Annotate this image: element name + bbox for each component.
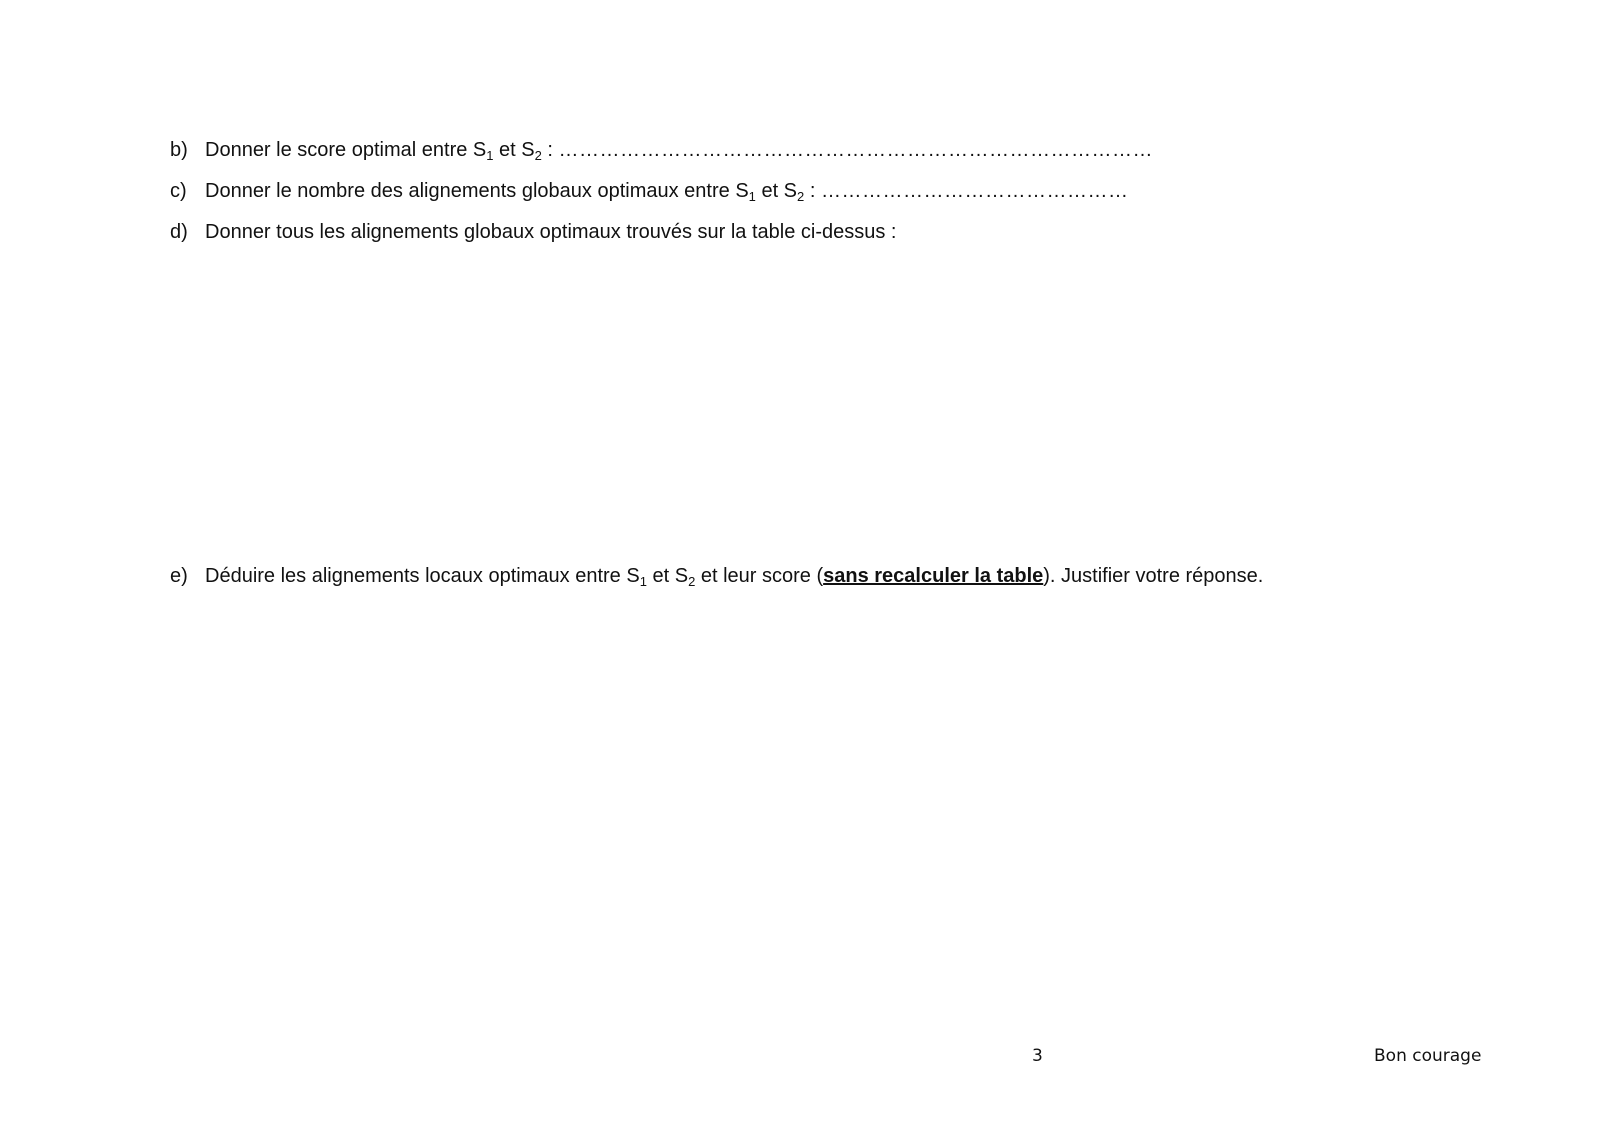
- question-text: :: [541, 139, 559, 161]
- emphasis-text: sans recalculer la table: [823, 565, 1044, 587]
- question-text: Donner tous les alignements globaux optimaux trouvés sur la table ci-dessus :: [205, 221, 897, 243]
- answer-dots: ………………………………………: [820, 180, 1129, 202]
- question-text: Donner le score optimal entre S: [205, 139, 487, 161]
- question-text: Déduire les alignements locaux optimaux entre S: [205, 565, 640, 587]
- subscript: 1: [748, 189, 756, 204]
- answer-dots: ……………………………………………………………………………: [558, 139, 1154, 161]
- question-text: et S: [646, 565, 689, 587]
- question-c: [170, 179, 1128, 203]
- question-e: [170, 564, 1263, 588]
- question-b: [170, 138, 1153, 162]
- question-letter: b): [170, 139, 188, 161]
- footer-message: Bon courage: [1374, 1046, 1482, 1066]
- question-text: Donner le nombre des alignements globaux optimaux entre S: [205, 180, 749, 202]
- question-text: et leur score (: [695, 565, 824, 587]
- subscript: 1: [486, 148, 494, 163]
- question-d: [170, 220, 896, 244]
- question-letter: c): [170, 180, 187, 202]
- page-number: 3: [1032, 1046, 1043, 1066]
- question-text: ). Justifier votre réponse.: [1043, 565, 1264, 587]
- question-letter: e): [170, 565, 188, 587]
- subscript: 2: [688, 574, 696, 589]
- subscript: 1: [639, 574, 647, 589]
- question-text: et S: [493, 139, 535, 161]
- question-text: :: [804, 180, 821, 202]
- question-text: et S: [755, 180, 798, 202]
- subscript: 2: [797, 189, 805, 204]
- question-letter: d): [170, 221, 188, 243]
- subscript: 2: [534, 148, 542, 163]
